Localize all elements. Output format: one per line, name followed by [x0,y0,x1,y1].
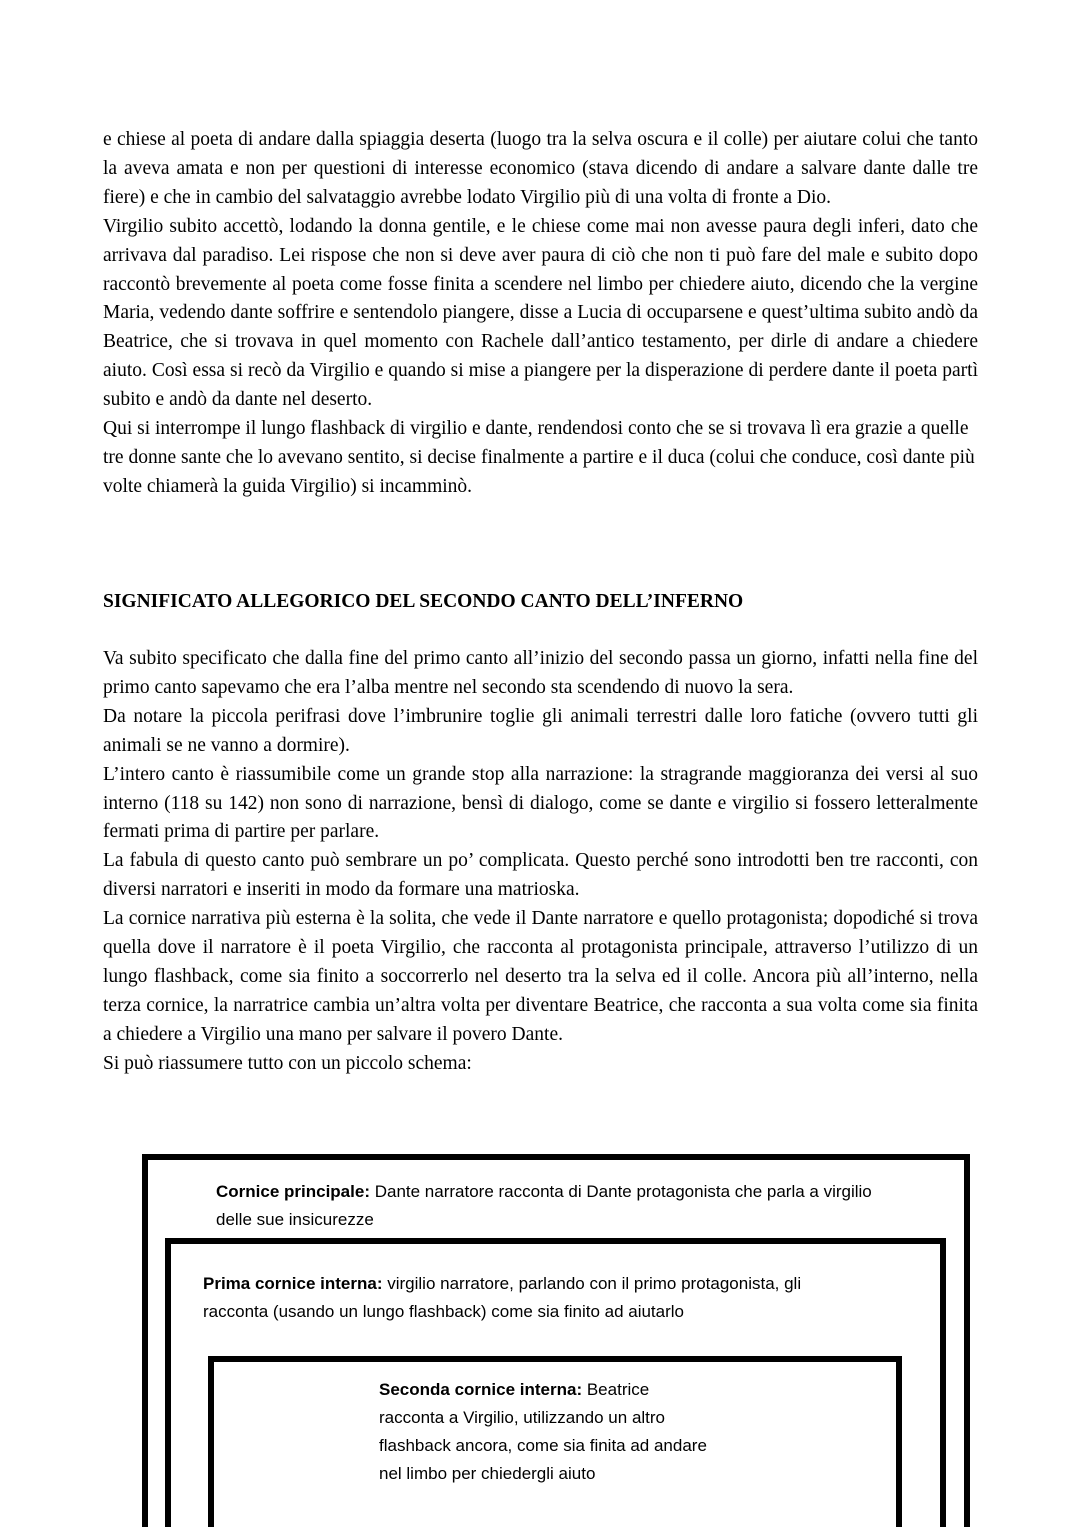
paragraph: La fabula di questo canto può sembrare un po’ complicata. Questo perché sono introdotti ben tre racconti, con diversi narratori e inseriti in modo da formare una matrioska. [103,850,978,901]
paragraph: Qui si interrompe il lungo flashback di virgilio e dante, rendendosi conto che se si trovava lì era grazie a quelle tre donne sante che lo avevano sentito, si decise finalmente a partire e il duca (colui che conduce, così dante più volte chiamerà la guida Virgilio) si incamminò. [103,418,975,497]
outer-frame-text [216,1178,876,1234]
paragraph: Si può riassumere tutto con un piccolo schema: [103,1052,472,1074]
allegory-section [103,645,978,1079]
outer-frame-description: Dante narratore racconta di Dante protagonista che parla a virgilio delle sue insicurezze [216,1182,872,1229]
paragraph: e chiese al poeta di andare dalla spiaggia deserta (luogo tra la selva oscura e il colle) per aiutare colui che tanto la aveva amata e non per questioni di interesse economico (stava dicendo di andare a salvare dante dalle tre fiere) e che in cambio del salvataggio avrebbe lodato Virgilio più di una volta di fronte a Dio. [103,129,978,208]
section-heading: SIGNIFICATO ALLEGORICO DEL SECONDO CANTO DELL’INFERNO [103,591,744,612]
paragraph: Virgilio subito accettò, lodando la donna gentile, e le chiese come mai non avesse paura degli inferi, dato che arrivava dal paradiso. Lei rispose che non si deve aver paura di ciò che non ti può fare del male e subito dopo raccontò brevemente al poeta come fosse finita a scendere nel limbo per chiedere aiuto, dicendo che la vergine Maria, vedendo dante soffrire e sentendolo piangere, disse a Lucia di occuparsene e quest’ultima subito andò da Beatrice, che si trovava in quel momento con Rachele dall’antico testamento, per dirle di andare a chiedere aiuto. Così essa si recò da Virgilio e quando si mise a piangere per la disperazione di perdere dante il poeta partì subito e andò da dante nel deserto. [103,215,978,411]
middle-frame-text [203,1270,863,1326]
inner-frame-description: Beatrice racconta a Virgilio, utilizzando un altro flashback ancora, come sia finita ad andare nel limbo per chiedergli aiuto [379,1380,707,1483]
inner-frame-text [379,1376,709,1488]
middle-frame-description: virgilio narratore, parlando con il primo protagonista, gli racconta (usando un lungo flashback) come sia finito ad aiutarlo [203,1274,802,1321]
narrative-section [103,126,978,502]
outer-frame-label: Cornice principale: [216,1182,370,1201]
middle-frame-label: Prima cornice interna: [203,1274,383,1293]
paragraph: Va subito specificato che dalla fine del primo canto all’inizio del secondo passa un giorno, infatti nella fine del primo canto sapevamo che era l’alba mentre nel secondo sta scendendo di nuovo la sera. [103,648,978,698]
paragraph: Da notare la piccola perifrasi dove l’imbrunire toglie gli animali terrestri dalle loro fatiche (ovvero tutti gli animali se ne vanno a dormire). [103,705,978,756]
inner-frame-label: Seconda cornice interna: [379,1380,583,1399]
paragraph: La cornice narrativa più esterna è la solita, che vede il Dante narratore e quello protagonista; dopodiché si trova quella dove il narratore è il poeta Virgilio, che racconta al protagonista principale, attraverso l’utilizzo di un lungo flashback, come sia finito a soccorrerlo nel deserto tra la selva ed il colle. Ancora più all’interno, nella terza cornice, la narratrice cambia un’altra volta per diventare Beatrice, che racconta a sua volta come sia finita a chiedere a Virgilio una mano per salvare il povero Dante. [103,908,978,1045]
paragraph: L’intero canto è riassumibile come un grande stop alla narrazione: la stragrande maggioranza dei versi al suo interno (118 su 142) non sono di narrazione, bensì di dialogo, come se dante e virgilio si fossero letteralmente fermati prima di partire per parlare. [103,763,978,843]
